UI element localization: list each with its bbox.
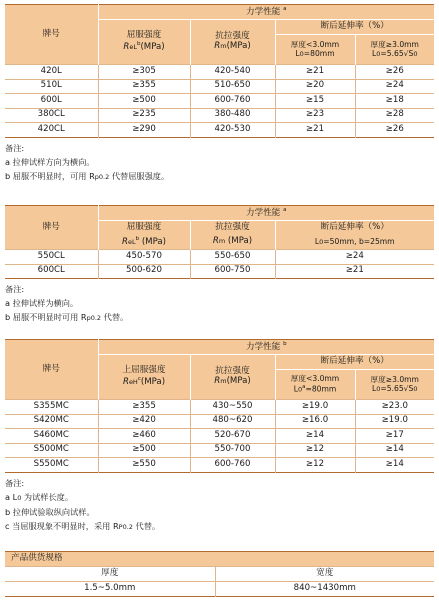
spec-block [5, 551, 434, 597]
note-b: b 拉伸试验取纵向试样。 [5, 506, 95, 517]
t1-elong-thin-header: 厚度<3.0mm L0=80mm [275, 35, 355, 65]
spec-title: 产品供货规格 [5, 552, 434, 567]
t2-notes [5, 282, 434, 325]
spec-table [5, 551, 434, 597]
table-row: 510L ≥355 510-650 ≥20 ≥24 [5, 79, 434, 94]
notes-title: 备注: [5, 477, 25, 488]
t1-mech-header: 力学性能 $^a$ [98, 5, 434, 20]
note-c: c 当屈服现象不明显时，采用 RP0.2 代替。 [5, 520, 161, 531]
table3 [5, 339, 434, 473]
t1-elong-thick-header: 厚度≥3.0mm L0=5.65√S0 [355, 35, 434, 65]
table-row: 420L ≥305 420-540 ≥21 ≥26 [5, 65, 434, 80]
t3-tensile-header: 抗拉强度 Rm(MPa) [190, 355, 275, 400]
note-b: b 屈服不明显时，可用 Rp0.2 代替屈服强度。 [5, 170, 170, 181]
table-row: 550CL 450-570 550-650 ≥24 [5, 250, 434, 265]
t3-elong-thick-header: 厚度≥3.0mm L0=5.65√S0 [355, 370, 434, 400]
table-row: S355MC ≥355 430~550 ≥19.0 ≥23.0 [5, 400, 434, 415]
t2-tensile-unit: Rm (MPa) [190, 236, 275, 250]
table-row: 600L ≥500 600-760 ≥15 ≥18 [5, 94, 434, 109]
spec-width-value: 840~1430mm [215, 582, 434, 597]
table1 [5, 4, 434, 138]
table3-block [5, 339, 434, 534]
note-a: a L0 为试样长度。 [5, 491, 74, 502]
t2-grade-header: 牌号 [42, 221, 60, 232]
t2-yield-unit: ReL$^b$ (MPa) [98, 236, 190, 250]
spec-thickness-header: 厚度 [101, 568, 119, 579]
table-row: S460MC ≥460 520-670 ≥14 ≥17 [5, 429, 434, 444]
t2-tensile-header: 抗拉强度 [190, 221, 275, 236]
t3-yield-header: 上屈服强度 ReH$^c$(MPa) [98, 355, 190, 400]
t1-grade-header: 牌号 [42, 28, 60, 39]
t1-elong-header: 断后延伸率（%） [275, 20, 434, 35]
spec-thickness-value: 1.5~5.0mm [84, 583, 136, 594]
table-row: 420CL ≥290 420-530 ≥21 ≥26 [5, 123, 434, 138]
notes-title: 备注: [5, 142, 25, 153]
table1-block [5, 4, 434, 184]
table-row: S550MC ≥550 600-760 ≥12 ≥14 [5, 458, 434, 473]
t3-elong-thin-header: 厚度<3.0mm $L0^a=80mm$ [275, 370, 355, 400]
table2 [5, 205, 434, 279]
t2-mech-header: 力学性能 $^a$ [98, 206, 434, 221]
t1-yield-header: 屈服强度 ReL$^b$(MPa) [98, 20, 190, 65]
note-a: a 拉伸试样方向为横向。 [5, 156, 95, 167]
t2-elong-header: 断后延伸率（%） [275, 221, 434, 236]
t3-notes [5, 476, 434, 534]
t2-yield-header: 屈服强度 [98, 221, 190, 236]
note-b: b 屈服不明显时可用 Rp0.2 代替。 [5, 312, 129, 322]
t1-notes [5, 141, 434, 184]
notes-title: 备注: [5, 284, 25, 294]
table-row: 600CL 500-620 600-750 ≥21 [5, 264, 434, 279]
t3-grade-header: 牌号 [42, 363, 60, 374]
spec-width-header: 宽度 [215, 567, 434, 582]
table2-block [5, 205, 434, 325]
table-row: S500MC ≥500 550-700 ≥12 ≥14 [5, 443, 434, 458]
note-a: a 拉伸试样为横向。 [5, 298, 79, 308]
t2-elong-spec: L0=50mm, b=25mm [275, 236, 434, 250]
t3-elong-header: 断后延伸率（%） [275, 355, 434, 370]
table-row: S420MC ≥420 480~620 ≥16.0 ≥19.0 [5, 414, 434, 429]
t3-mech-header: 力学性能 $^b$ [98, 340, 434, 355]
t1-tensile-header: 抗拉强度 Rm(MPa) [190, 20, 275, 65]
table-row: 380CL ≥235 380-480 ≥23 ≥28 [5, 108, 434, 123]
